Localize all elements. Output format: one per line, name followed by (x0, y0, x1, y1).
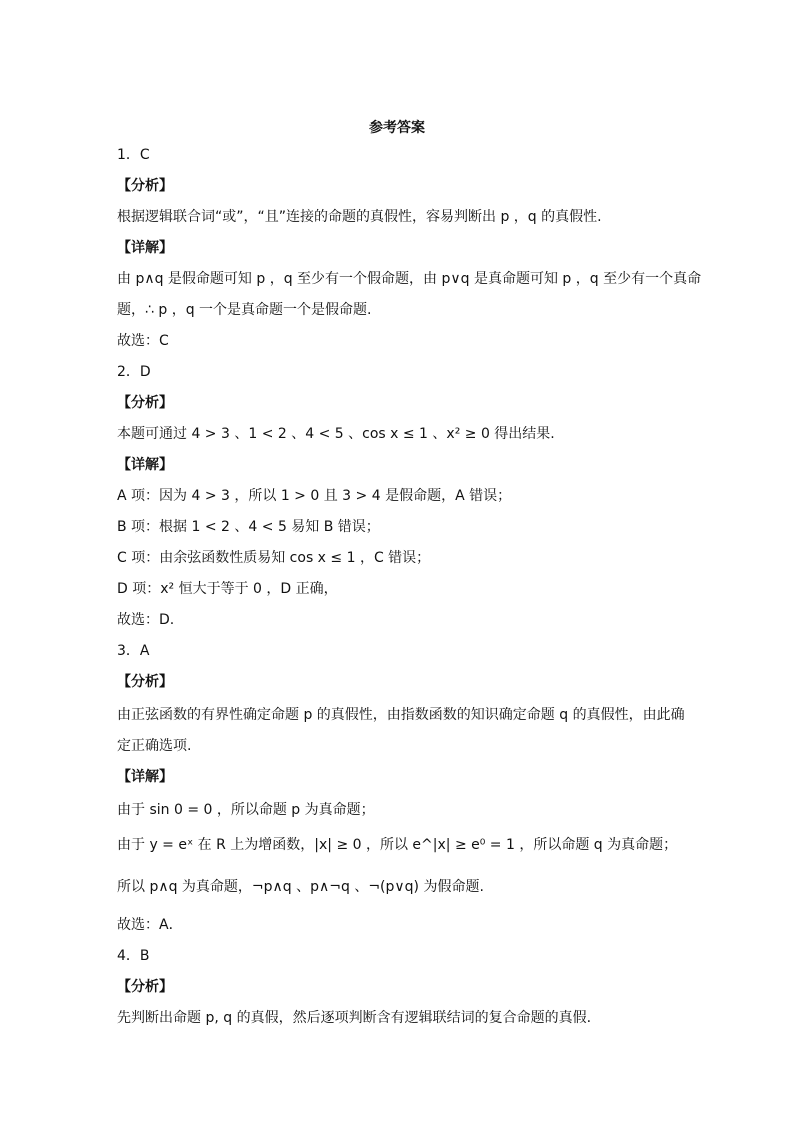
q2-item-a: A 项：因为 4 > 3 ，所以 1 > 0 且 3 > 4 是假命题，A 错误； (117, 488, 512, 504)
page-title: 参考答案 (369, 120, 425, 136)
q1-detail-line1: 由 p∧q 是假命题可知 p ，q 至少有一个假命题，由 p∨q 是真命题可知 p ，q 至少有一个真命 (117, 271, 702, 287)
q3-detail-label: 【详解】 (117, 769, 173, 785)
q4-analysis-label: 【分析】 (117, 979, 173, 995)
q3-detail-line2: 由于 y = eˣ 在 R 上为增函数，|x| ≥ 0 ，所以 e^|x| ≥ e⁰ = 1 ，所以命题 q 为真命题； (117, 837, 678, 853)
q1-analysis: 根据逻辑联合词“或”，“且”连接的命题的真假性，容易判断出 p ，q 的真假性. (117, 209, 602, 225)
q2-analysis-label: 【分析】 (117, 395, 173, 411)
q3-detail-line3: 所以 p∧q 为真命题，¬p∧q 、p∧¬q 、¬(p∨q) 为假命题. (117, 879, 484, 895)
q3-analysis-line1: 由正弦函数的有界性确定命题 p 的真假性，由指数函数的知识确定命题 q 的真假性，由此确 (117, 707, 685, 723)
q2-item-d: D 项：x² 恒大于等于 0 ，D 正确， (117, 581, 338, 597)
q2-answer: 故选：D. (117, 612, 175, 628)
q1-answer: 故选：C (117, 333, 169, 349)
q1-detail-line2: 题，∴ p ，q 一个是真命题一个是假命题. (117, 302, 372, 318)
q3-number: 3．A (117, 643, 150, 659)
q2-analysis: 本题可通过 4 > 3 、1 < 2 、4 < 5 、cos x ≤ 1 、x² ≥ 0 得出结果. (117, 426, 555, 442)
q1-analysis-label: 【分析】 (117, 178, 173, 194)
q2-number: 2．D (117, 364, 151, 380)
q1-number: 1．C (117, 147, 150, 163)
q3-answer: 故选：A． (117, 917, 183, 933)
q2-detail-label: 【详解】 (117, 457, 173, 473)
q3-analysis-label: 【分析】 (117, 674, 173, 690)
q4-number: 4．B (117, 948, 150, 964)
q1-detail-label: 【详解】 (117, 240, 173, 256)
q2-item-c: C 项：由余弦函数性质易知 cos x ≤ 1 ，C 错误； (117, 550, 431, 566)
q4-analysis: 先判断出命题 p, q 的真假，然后逐项判断含有逻辑联结词的复合命题的真假. (117, 1010, 592, 1026)
q3-analysis-line2: 定正确选项. (117, 738, 192, 754)
q2-item-b: B 项：根据 1 < 2 、4 < 5 易知 B 错误； (117, 519, 380, 535)
q3-detail-line1: 由于 sin 0 = 0 ，所以命题 p 为真命题； (117, 802, 375, 818)
